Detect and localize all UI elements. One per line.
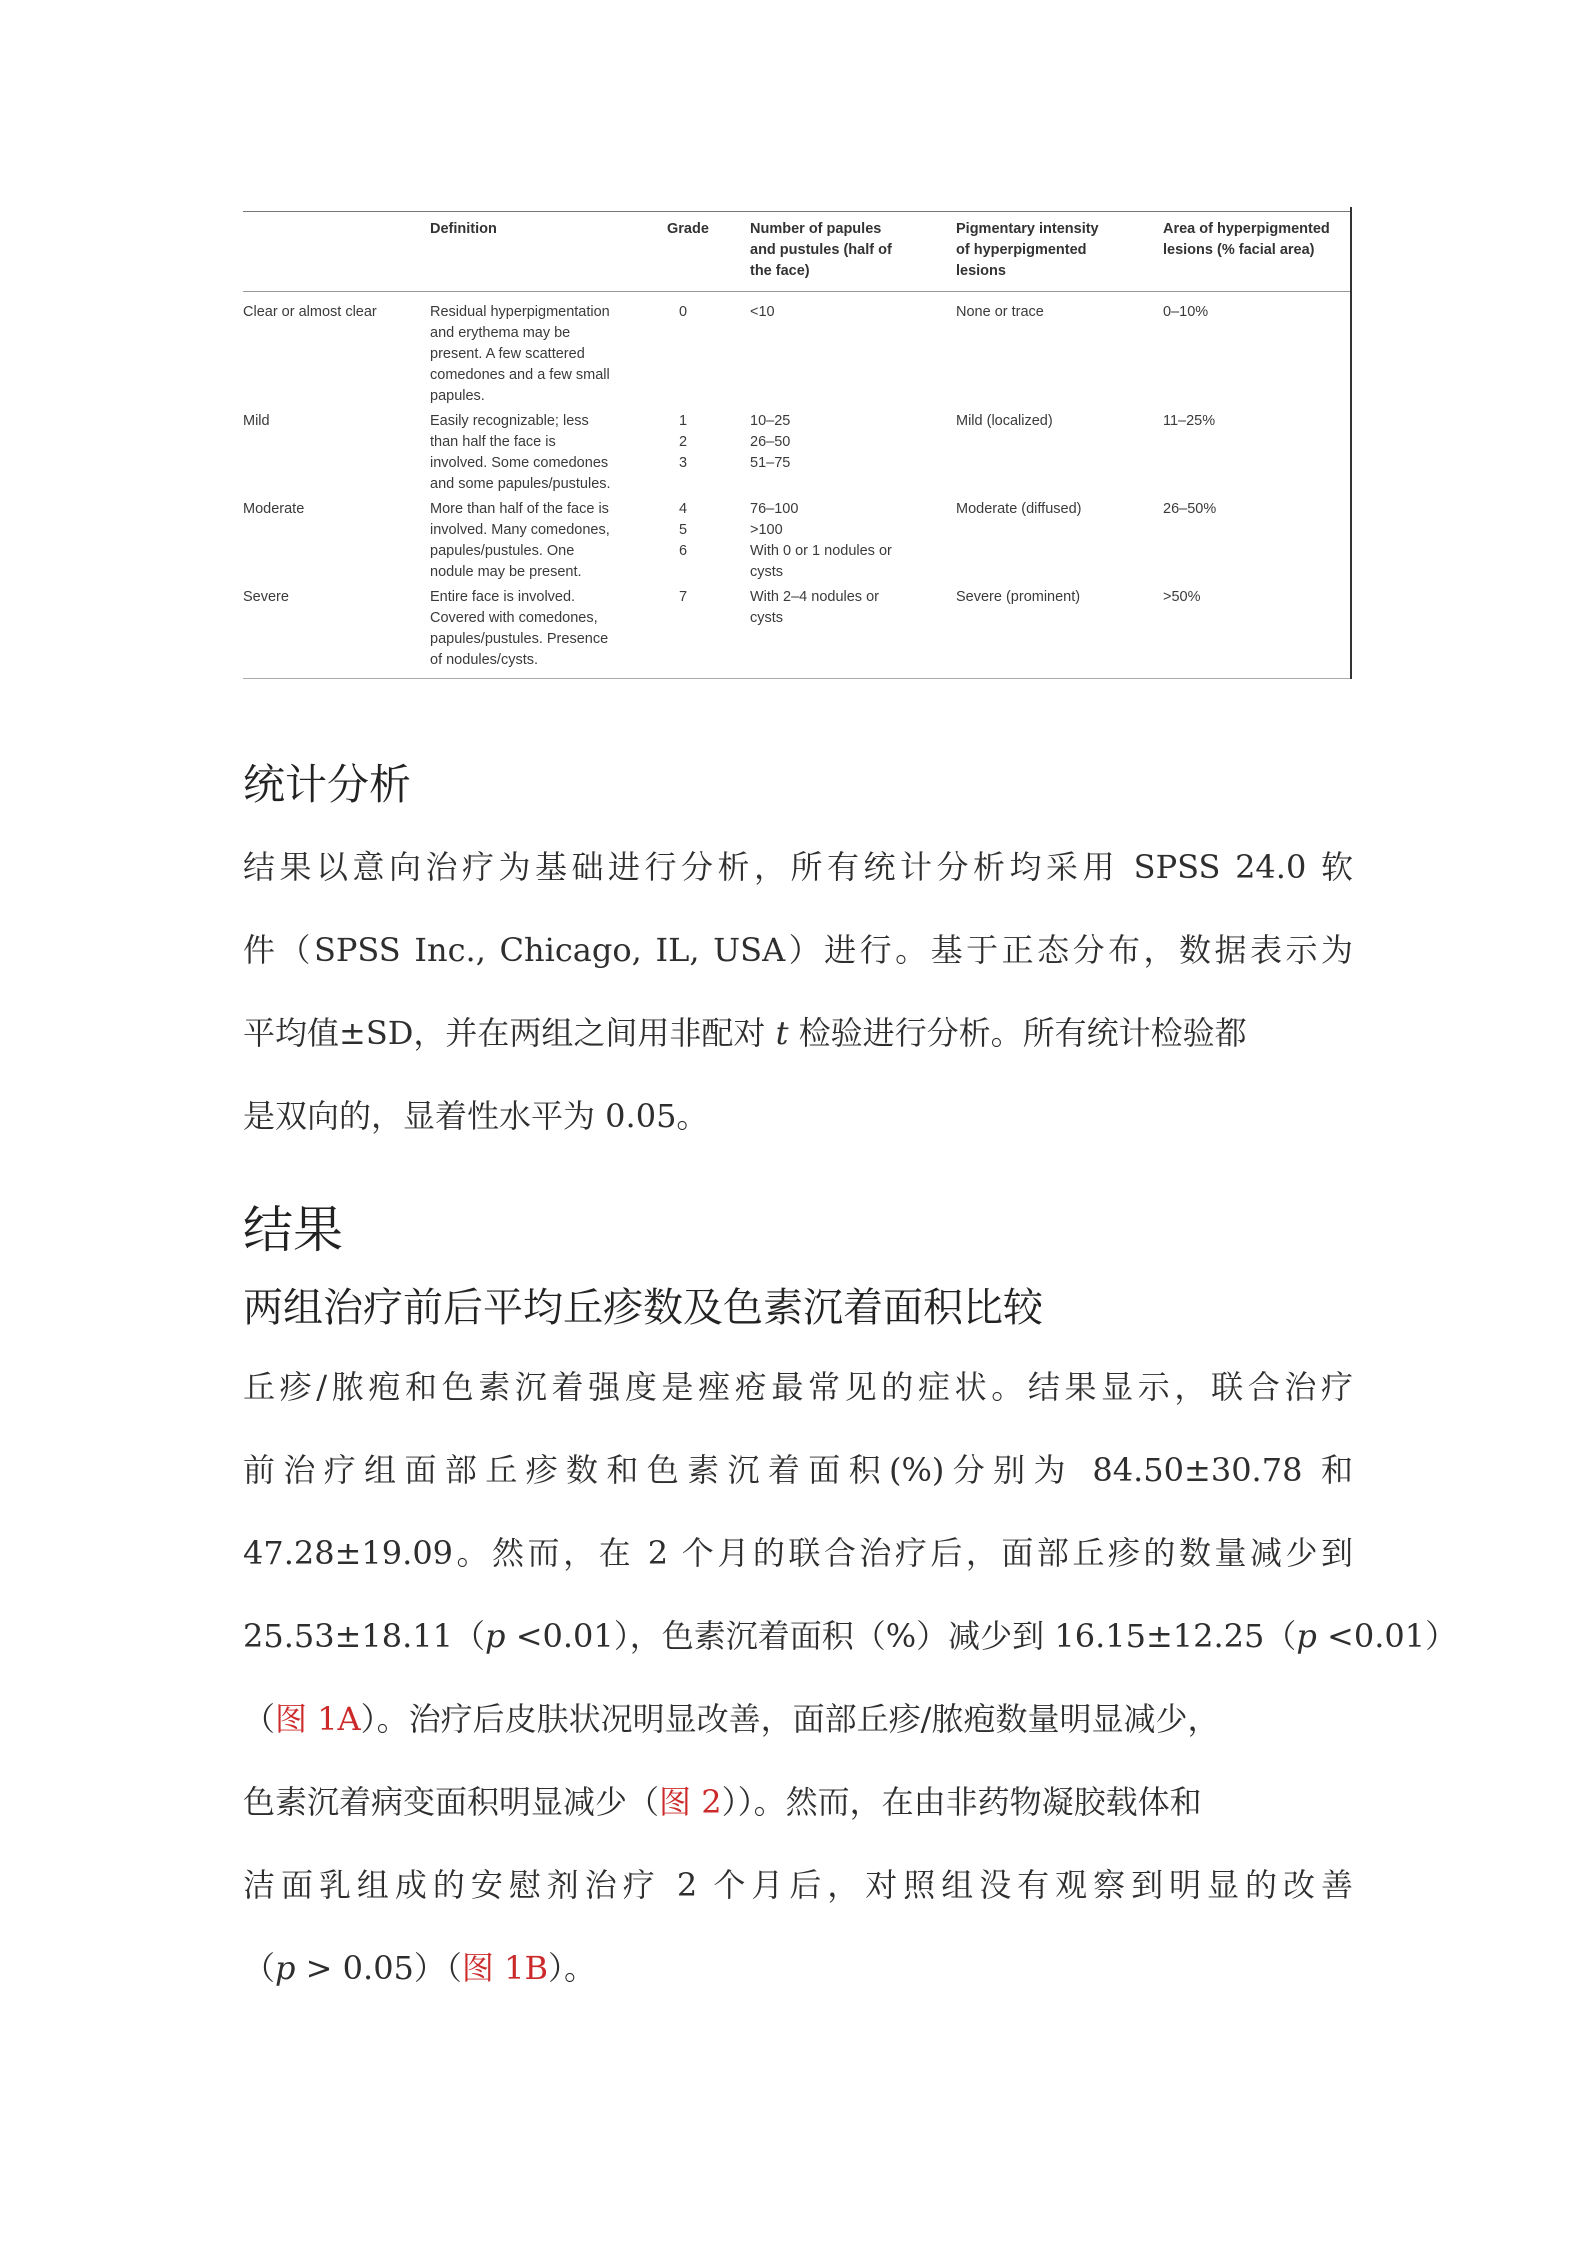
table-right-rule: [1350, 207, 1352, 679]
header-definition: Definition: [430, 221, 497, 237]
stats-heading: 统计分析: [243, 760, 412, 809]
stats-line-4: 是双向的，显着性水平为 0.05。: [243, 1097, 709, 1135]
row-area: 26–50%: [1163, 501, 1217, 517]
row-definition: Residual hyperpigmentation and erythema may be present. A few scattered comedones and a few small papules.: [430, 304, 610, 404]
stats-line-2: 件（SPSS Inc., Chicago, IL, USA）进行。基于正态分布，数据表示为: [243, 931, 1353, 969]
row-papules: 76–100 >100 With 0 or 1 nodules or cysts: [750, 501, 892, 580]
results-line-2: 前治疗组面部丘疹数和色素沉着面积(%)分别为 84.50±30.78 和: [243, 1451, 1353, 1489]
row-grade: 0: [679, 304, 688, 320]
figure-1b-link[interactable]: 图 1B: [461, 1949, 548, 1987]
figure-1a-link[interactable]: 图 1A: [275, 1700, 361, 1738]
figure-2-link[interactable]: 图 2: [659, 1783, 722, 1821]
row-papules: <10: [750, 304, 775, 320]
row-category: Clear or almost clear: [243, 304, 377, 320]
row-pigment: Severe (prominent): [956, 589, 1081, 605]
row-grade: 7: [679, 589, 688, 605]
header-papules: Number of papules and pustules (half of the face): [750, 221, 892, 279]
row-papules: With 2–4 nodules or cysts: [750, 589, 879, 626]
row-pigment: Mild (localized): [956, 413, 1053, 429]
results-line-1: 丘疹/脓疱和色素沉着强度是痤疮最常见的症状。结果显示，联合治疗: [243, 1368, 1353, 1406]
row-grade: 4 5 6: [679, 501, 688, 559]
row-definition: Entire face is involved. Covered with comedones, papules/pustules. Presence of nodules/cysts.: [430, 589, 609, 668]
row-definition: Easily recognizable; less than half the face is involved. Some comedones and some papules/pustules.: [430, 413, 611, 492]
row-area: >50%: [1163, 589, 1201, 605]
row-definition: More than half of the face is involved. Many comedones, papules/pustules. One nodule may be present.: [430, 501, 610, 580]
table-header-rule: [243, 291, 1350, 292]
header-area: Area of hyperpigmented lesions (% facial area): [1163, 221, 1330, 258]
results-line-8: （p > 0.05）（图 1B）。: [243, 1949, 596, 1987]
row-category: Moderate: [243, 501, 305, 517]
results-line-4: 25.53±18.11（p <0.01），色素沉着面积（%）减少到 16.15±12.25（p <0.01）: [243, 1617, 1458, 1655]
stats-line-1: 结果以意向治疗为基础进行分析，所有统计分析均采用 SPSS 24.0 软: [243, 848, 1353, 886]
header-pigment: Pigmentary intensity of hyperpigmented lesions: [956, 221, 1099, 279]
results-line-5: （图 1A）。治疗后皮肤状况明显改善，面部丘疹/脓疱数量明显减少，: [243, 1700, 1220, 1738]
row-category: Mild: [243, 413, 270, 429]
results-line-7: 洁面乳组成的安慰剂治疗 2 个月后，对照组没有观察到明显的改善: [243, 1866, 1353, 1904]
header-grade: Grade: [667, 221, 709, 237]
results-line-6: 色素沉着病变面积明显减少（图 2））。然而，在由非药物凝胶载体和: [243, 1783, 1202, 1821]
row-pigment: Moderate (diffused): [956, 501, 1082, 517]
row-pigment: None or trace: [956, 304, 1044, 320]
table-bottom-rule: [243, 678, 1350, 679]
row-area: 11–25%: [1163, 413, 1216, 429]
row-papules: 10–25 26–50 51–75: [750, 413, 791, 471]
acne-grading-table: [243, 207, 1353, 679]
results-subheading: 两组治疗前后平均丘疹数及色素沉着面积比较: [243, 1285, 1043, 1331]
results-line-3: 47.28±19.09。然而，在 2 个月的联合治疗后，面部丘疹的数量减少到: [243, 1534, 1353, 1572]
table-top-rule: [243, 211, 1350, 212]
results-heading: 结果: [243, 1201, 343, 1259]
row-grade: 1 2 3: [679, 413, 688, 471]
row-area: 0–10%: [1163, 304, 1209, 320]
row-category: Severe: [243, 589, 289, 605]
stats-line-3: 平均值±SD，并在两组之间用非配对 t 检验进行分析。所有统计检验都: [243, 1014, 1247, 1052]
